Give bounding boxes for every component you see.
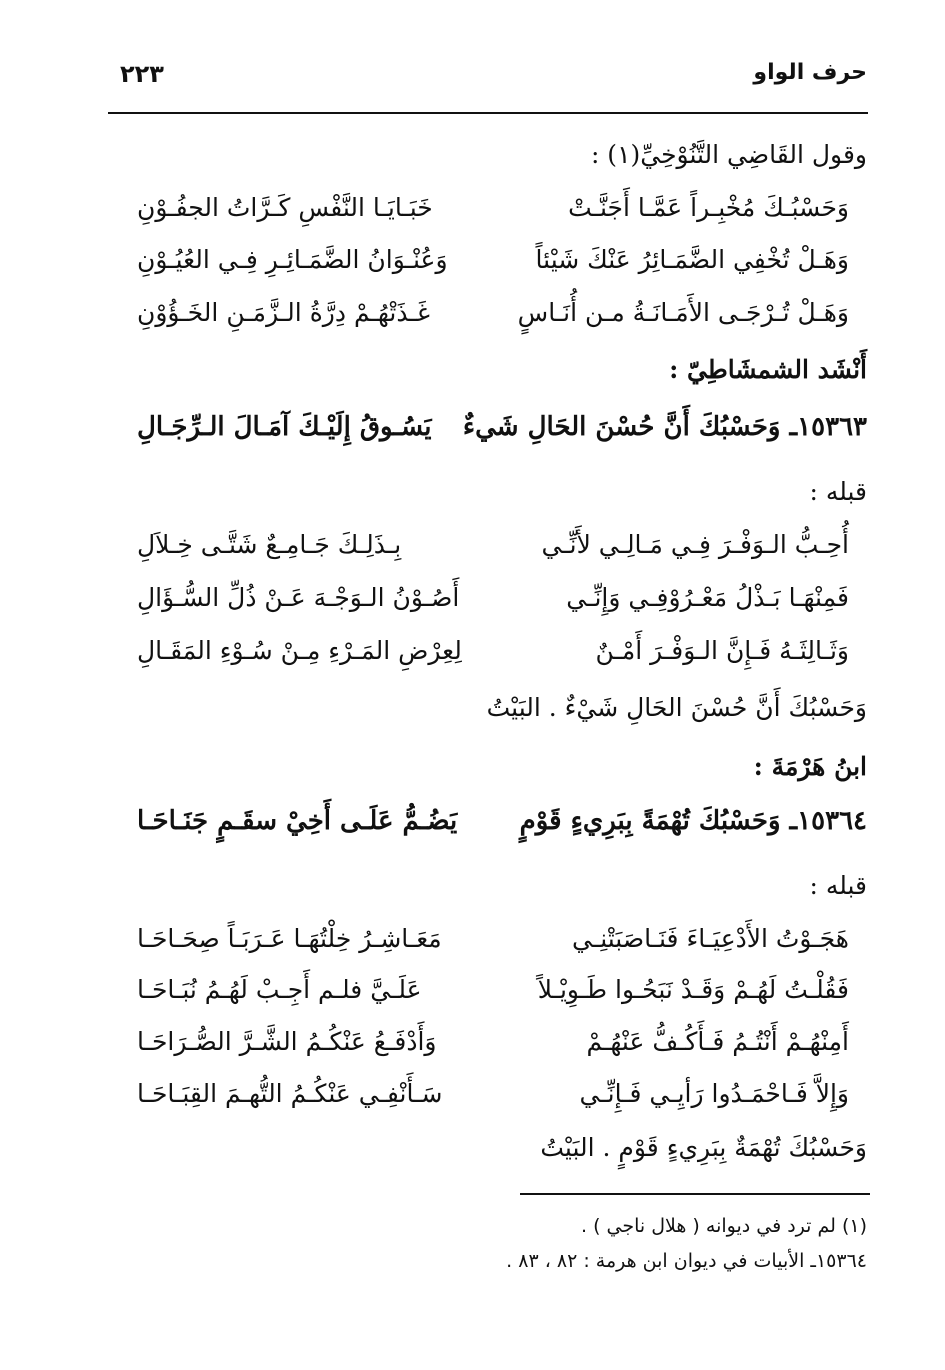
verse-hemistich-second: أَصُـوْنُ الـوَجْـهَ عَـنْ ذُلِّ السُّـؤَالِ	[137, 583, 460, 612]
verse-hemistich-second: يَضُـمُّ عَلَـى أَخِيْ سقَـمٍ جَنَـاحَـا	[137, 806, 458, 836]
verse-hemistich-second: غَـذَتْهُـمْ دِرَّةُ الـزَّمَـنِ الخَـؤُوْنِ	[137, 298, 430, 327]
verse-hemistich-first: أُحِـبُّ الـوَفْـرَ فِـي مَـالِـي لأَنِّـي	[541, 530, 849, 559]
footnote: (١) لم ترد في ديوانه ( هلال ناجي ) .	[581, 1215, 867, 1237]
verse-line	[107, 298, 867, 346]
section3-intro: ابنُ هَرْمَةَ :	[753, 752, 867, 781]
verse-line	[107, 583, 867, 631]
verse-line	[107, 1079, 867, 1127]
verse-hemistich-first: وَحَسْبُـكَ مُخْبِـراً عَمَّـا أَجَنَّـتْ	[568, 193, 849, 222]
closing-line: وَحَسْبُكَ تُهْمَةٌ بِبَرِيءٍ قَوْمٍ . البَيْتُ	[540, 1133, 867, 1162]
footnote-rule	[520, 1193, 870, 1195]
footnote: ١٥٣٦٤ـ الأبيات في ديوان ابن هرمة : ٨٢ ، ٨٣ .	[506, 1250, 867, 1272]
verse-hemistich-first: أَمِنْهُـمْ أَنْتُـمُ فَـأَكُـفُّ عَنْهُـمْ	[586, 1027, 849, 1056]
verse-hemistich-second: مَعَـاشِـرُ خِلْتُهَـا عَـرَبَـاً صِحَـاحَـا	[137, 924, 442, 953]
verse-line	[107, 193, 867, 241]
verse-hemistich-second: يَسُـوقُ إِلَيْـكَ آمَـالَ الـرِّجَـالِ	[137, 412, 432, 442]
before-label: قبله :	[809, 477, 867, 506]
before-label: قبله :	[809, 871, 867, 900]
main-verse-15364	[107, 806, 867, 854]
verse-line	[107, 530, 867, 578]
verse-hemistich-second: سَـأَنْفِـي عَنْكُـمُ التُّهـمَ القِبَـاحَـا	[137, 1079, 443, 1108]
verse-hemistich-first: وَهَـلْ تُـرْجَـى الأَمَـانَـةُ مـن أُنَـاسٍ	[517, 298, 849, 327]
verse-hemistich-first: فَقُلْـتُ لَهُـمْ وَقَـدْ نَبَحُـوا طَـوِيْـلاً	[537, 975, 849, 1004]
verse-hemistich-first: هَجَـوْتُ الأَدْعِيَـاءَ فَنَـاصَبَتْنِـي	[572, 924, 849, 953]
section2-intro: أَنْشَد الشمشَاطِيّ :	[669, 355, 867, 384]
verse-hemistich-second: بِـذَلِـكَ جَـامِـعٌ شَتَّـى خِـلاَلِ	[137, 530, 402, 559]
page-number: ٢٢٣	[120, 60, 164, 88]
main-verse-15363	[107, 412, 867, 460]
verse-line	[107, 245, 867, 293]
verse-hemistich-first: وَإِلاَّ فَـاحْمَـدُوا رَأيِـي فَـإِنِّـي	[579, 1079, 849, 1108]
verse-line	[107, 1027, 867, 1075]
verse-hemistich-first: وَهَـلْ تُخْفِي الضَّمَـائِرُ عَنْكَ شَيْئاً	[535, 245, 849, 274]
verse-hemistich-first: وَثَـالِثَـهُ فَـإِنَّ الـوَفْـرَ أَمْـنٌ	[595, 636, 849, 665]
verse-line	[107, 975, 867, 1023]
verse-hemistich-second: وَأَدْفَـعُ عَنْكُـمُ الشَّـرَّ الصُّـرَاحَـا	[137, 1027, 437, 1056]
verse-hemistich-second: خَبَـايَـا النَّفْسِ كَـرَّاتُ الجفُـوْنِ	[137, 193, 433, 222]
verse-hemistich-first: فَمِنْهَـا بَـذْلُ مَعْـرُوْفِـي وَإِنِّـي	[566, 583, 849, 612]
header-rule	[108, 112, 868, 114]
verse-line	[107, 636, 867, 684]
running-header-title: حرف الواو	[753, 60, 867, 85]
verse-line	[107, 924, 867, 972]
closing-line: وَحَسْبُكَ أَنَّ حُسْنَ الحَالِ شَيْءٌ . البَيْتُ	[486, 693, 867, 722]
verse-hemistich-second: وَعُنْـوَانُ الضَّمَـائِـرِ فِـي العُيُـوْنِ	[137, 245, 448, 274]
section1-intro: وقول القَاضِي التَّنُوْخِيِّ(١) :	[590, 140, 867, 169]
verse-hemistich-second: عَلَـيَّ فلـم أَجِـبْ لَهُـمُ نُبَـاحَـا	[137, 975, 422, 1004]
verse-hemistich-first: ١٥٣٦٤ـ وَحَسْبُكَ تُهْمَةً بِبَرِيءٍ قَوْمٍ	[519, 806, 867, 836]
verse-hemistich-second: لِعِرْضِ المَـرْءِ مِـنْ سُـوْءِ المَقَـالِ	[137, 636, 462, 665]
verse-hemistich-first: ١٥٣٦٣ـ وَحَسْبُكَ أَنَّ حُسْنَ الحَالِ شَيءٌ	[462, 412, 867, 442]
